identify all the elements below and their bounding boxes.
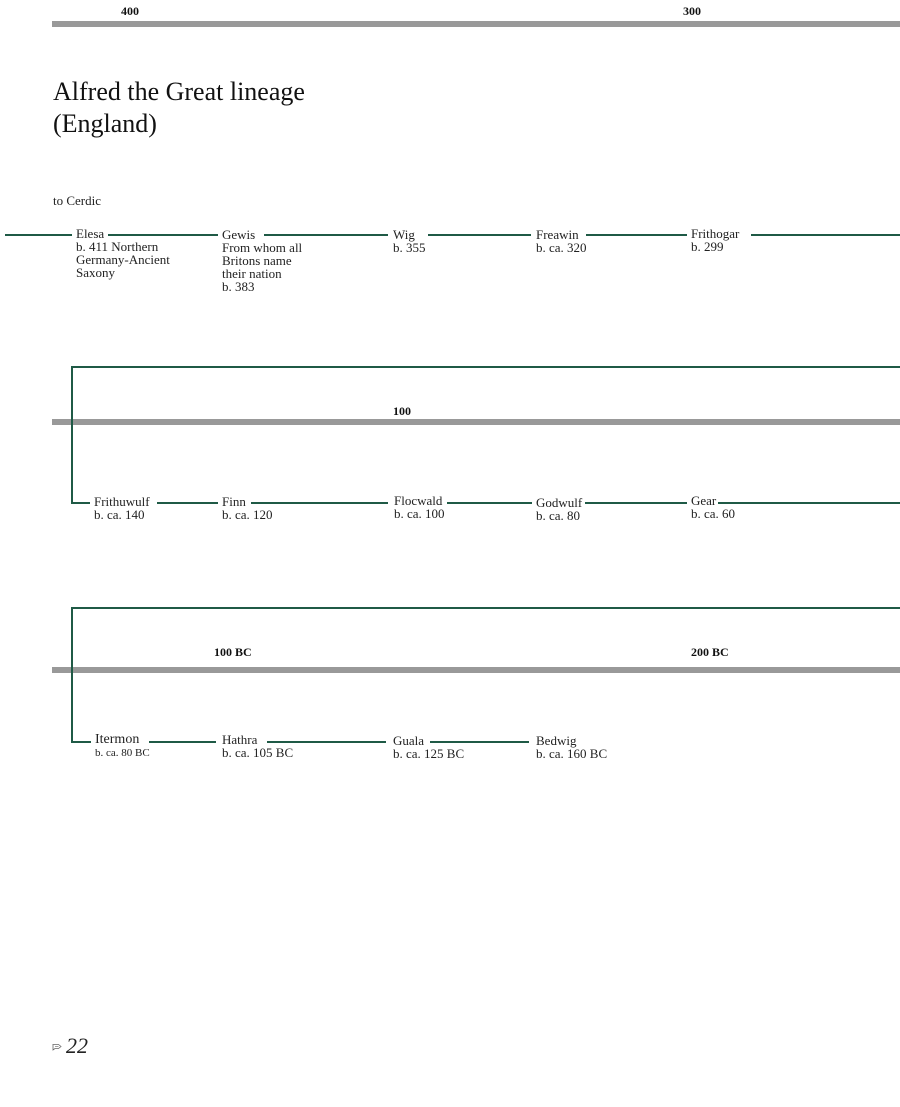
connector-line <box>157 502 218 504</box>
person-name: Itermon <box>95 732 140 747</box>
person-entry <box>536 734 607 760</box>
person-name: Gear <box>691 493 717 508</box>
connector-line <box>585 502 687 504</box>
year-label: 200 BC <box>691 645 729 659</box>
person-name: Wig <box>393 227 415 242</box>
person-entry <box>222 228 302 293</box>
person-detail: From whom all <box>222 240 303 255</box>
person-detail: Germany-Ancient <box>76 252 170 267</box>
person-detail: b. ca. 320 <box>536 240 587 255</box>
person-name: Finn <box>222 494 246 509</box>
person-name: Guala <box>393 733 425 748</box>
person-entry <box>95 733 150 760</box>
person-entry <box>691 227 739 253</box>
person-detail: b. ca. 125 BC <box>393 746 465 761</box>
connector-line <box>71 366 73 503</box>
person-detail: b. 383 <box>222 279 255 294</box>
person-name: Godwulf <box>536 495 583 510</box>
timeline-bar-bottom <box>52 667 900 673</box>
connector-line <box>71 502 90 504</box>
person-entry <box>691 494 735 520</box>
year-label: 100 BC <box>214 645 252 659</box>
timeline-bar-top <box>52 21 900 27</box>
person-entry <box>76 227 170 279</box>
page-title: Alfred the Great lineage (England) <box>53 77 305 138</box>
person-name: Elesa <box>76 226 105 241</box>
year-label: 100 <box>393 404 411 418</box>
connector-line <box>71 366 900 368</box>
page-subtitle: to Cerdic <box>53 193 102 208</box>
person-entry <box>393 734 464 760</box>
person-name: Hathra <box>222 732 258 747</box>
person-detail: Saxony <box>76 265 115 280</box>
pointing-hand-icon <box>52 1042 62 1051</box>
person-name: Bedwig <box>536 733 577 748</box>
person-detail: b. ca. 100 <box>394 506 445 521</box>
person-detail: b. ca. 160 BC <box>536 746 608 761</box>
person-entry <box>536 496 582 522</box>
person-detail: b. ca. 60 <box>691 506 736 521</box>
person-detail: b. 299 <box>691 239 724 254</box>
person-detail: b. ca. 80 BC <box>95 747 150 759</box>
person-entry <box>394 494 445 520</box>
year-label: 400 <box>121 4 139 18</box>
person-name: Freawin <box>536 227 579 242</box>
person-detail: b. 411 Northern <box>76 239 159 254</box>
person-entry <box>536 228 587 254</box>
connector-line <box>71 607 900 609</box>
person-detail: b. 355 <box>393 240 426 255</box>
page-number: 22 <box>66 1033 88 1058</box>
person-entry <box>393 228 426 254</box>
timeline-bar-middle <box>52 419 900 425</box>
connector-line <box>428 234 531 236</box>
connector-line <box>149 741 216 743</box>
person-name: Frithuwulf <box>94 494 150 509</box>
connector-line <box>447 502 532 504</box>
connector-line <box>718 502 900 504</box>
person-entry <box>94 495 150 521</box>
person-name: Flocwald <box>394 493 443 508</box>
person-entry <box>222 495 273 521</box>
person-detail: Britons name <box>222 253 292 268</box>
person-detail: b. ca. 140 <box>94 507 145 522</box>
connector-line <box>586 234 687 236</box>
connector-line <box>71 607 73 742</box>
person-detail: b. ca. 120 <box>222 507 273 522</box>
person-detail: b. ca. 105 BC <box>222 745 294 760</box>
person-name: Frithogar <box>691 226 740 241</box>
person-detail: their nation <box>222 266 282 281</box>
year-label: 300 <box>683 4 701 18</box>
person-detail: b. ca. 80 <box>536 508 581 523</box>
connector-line <box>751 234 900 236</box>
person-entry <box>222 733 293 759</box>
person-name: Gewis <box>222 227 256 242</box>
connector-line <box>5 234 72 236</box>
connector-line <box>71 741 91 743</box>
